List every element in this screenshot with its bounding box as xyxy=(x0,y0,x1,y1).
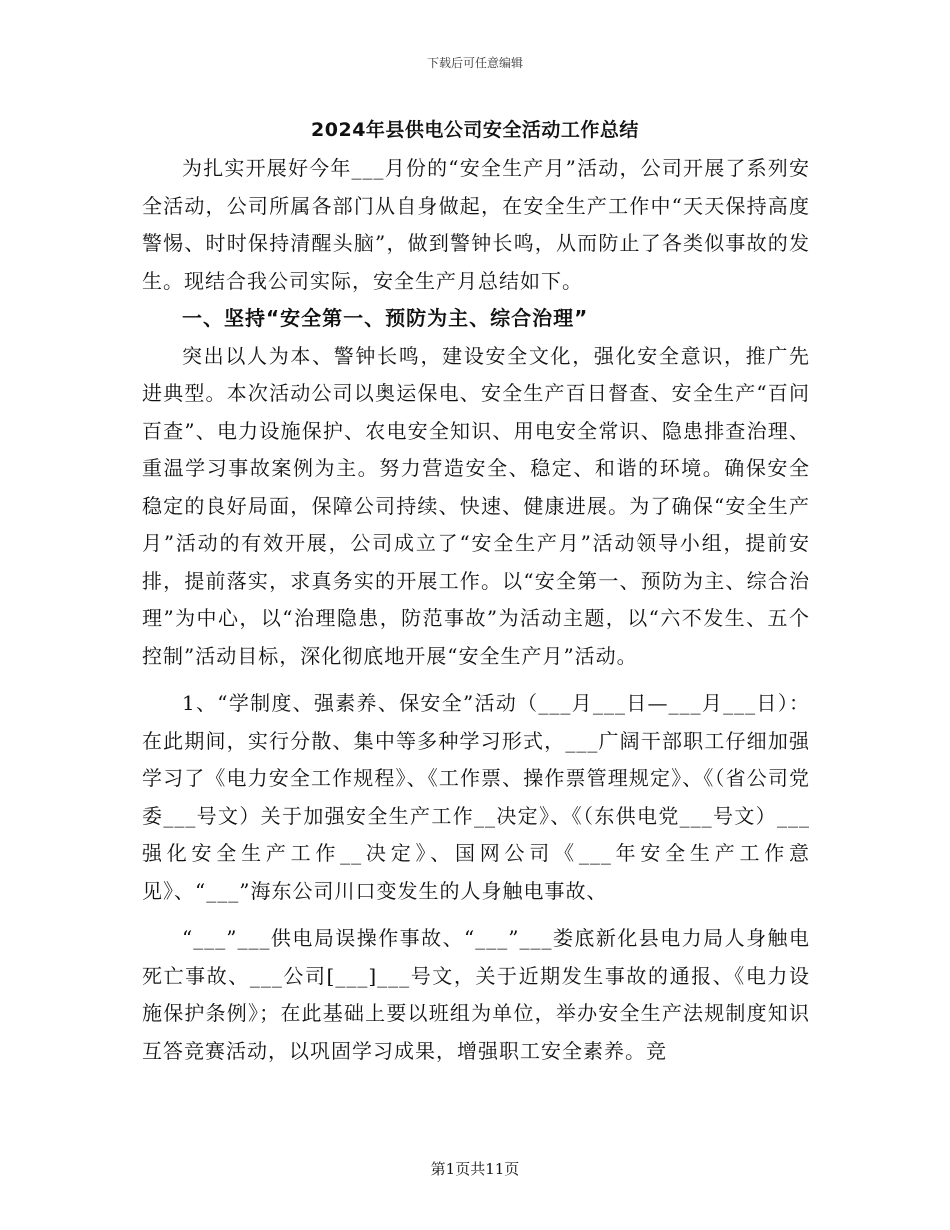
section-heading-1: 一、坚持“安全第一、预防为主、综合治理” xyxy=(182,306,589,330)
document-title: 2024年县供电公司安全活动工作总结 xyxy=(311,119,639,141)
paragraph-item-1: 1、“学制度、强素养、保安全”活动（___月___日—___月___日）：在此期间，实行分散、集中等多种学习形式，___广阔干部职工仔细加强学习了《电力安全工作规程》、《工作票、操作票管理规定》、《（省公司党委___号文）关于加强安全生产工作__决定》、《（东供电党___号文）___强化安全生产工作__决定》、国网公司《___年安全生产工作意见》、“___”海东公司川口变发生的人身触电事故、 xyxy=(142,691,810,903)
header-note: 下载后可任意编辑 xyxy=(426,56,523,70)
page-number: 第1页共11页 xyxy=(430,1160,520,1178)
paragraph-section-1: 突出以人为本、警钟长鸣，建设安全文化，强化安全意识，推广先进典型。本次活动公司以奥运保电、安全生产百日督查、安全生产“百问百查”、电力设施保护、农电安全知识、用电安全常识、隐患排查治理、重温学习事故案例为主。努力营造安全、稳定、和谐的环境。确保安全稳定的良好局面，保障公司持续、快速、健康进展。为了确保“安全生产月”活动的有效开展，公司成立了“安全生产月”活动领导小组，提前安排，提前落实，求真务实的开展工作。以“安全第一、预防为主、综合治理”为中心，以“治理隐患，防范事故”为活动主题，以“六不发生、五个控制”活动目标，深化彻底地开展“安全生产月”活动。 xyxy=(142,343,810,668)
document-body xyxy=(142,150,810,1070)
paragraph-intro: 为扎实开展好今年___月份的“安全生产月”活动，公司开展了系列安全活动，公司所属各部门从自身做起，在安全生产工作中“天天保持高度警惕、时时保持清醒头脑”，做到警钟长鸣，从而防止了各类似事故的发生。现结合我公司实际，安全生产月总结如下。 xyxy=(142,156,810,293)
paragraph-item-1-continued: “___”___供电局误操作事故、“___”___娄底新化县电力局人身触电死亡事故、___公司[___]___号文，关于近期发生事故的通报、《电力设施保护条例》；在此基础上要以班组为单位，举办安全生产法规制度知识互答竞赛活动，以巩固学习成果，增强职工安全素养。竞 xyxy=(142,926,810,1063)
